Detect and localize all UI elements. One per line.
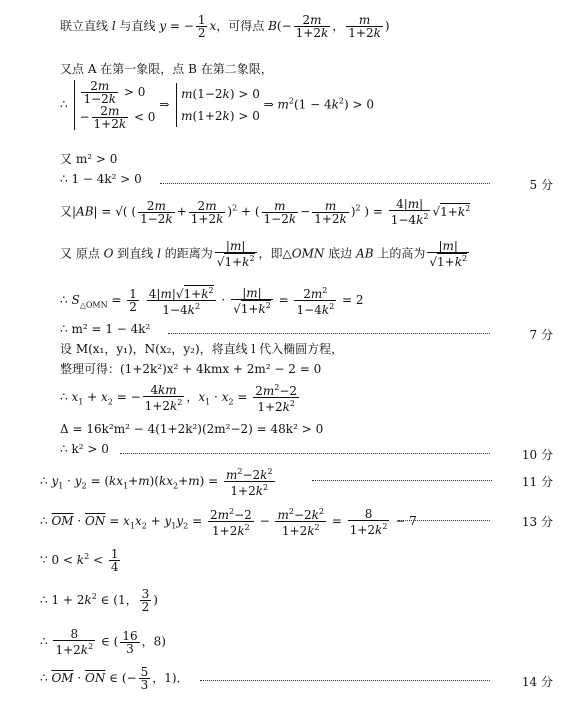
solution-line-3: 又 m² > 0 bbox=[60, 152, 118, 166]
dot-leader-13 bbox=[398, 520, 490, 521]
dot-leader-10 bbox=[120, 453, 490, 454]
score-10: 10 分 bbox=[521, 448, 553, 462]
solution-line-2: 又点 A 在第一象限，点 B 在第二象限， bbox=[60, 62, 273, 76]
score-7: 7 分 bbox=[529, 328, 553, 342]
solution-line-18: ∴ $\frac{8}{1+2k^2}$ ∈ ( $\frac{16}{3}$ ，8) bbox=[40, 627, 166, 657]
score-14: 14 分 bbox=[521, 675, 553, 689]
solution-line-16: ∵ $0 < k^2$ < $\frac{1}{4}$ bbox=[40, 547, 119, 574]
solution-line-19: ∴ $\overline{OM} \cdot \overline{ON}$ ∈ (− $\frac{5}{3}$ ，1)． bbox=[40, 665, 189, 692]
solution-line-6: 又 原点 O 到直线 l 的距离为 $\frac{|m|}{√1+k^2}$ ，即△OMN 底边 AB 上的高为 $\frac{|m|}{√1+k^2}$ bbox=[60, 239, 468, 269]
dot-leader-7 bbox=[168, 333, 490, 334]
solution-line-17: ∴ $1 + 2k^2$ ∈ (1， $\frac{3}{2}$ ) bbox=[40, 587, 158, 614]
solution-line-10: 整理可得：(1+2k²)x² + 4kmx + 2m² − 2 = 0 bbox=[60, 362, 322, 376]
score-11: 11 分 bbox=[521, 475, 553, 489]
solution-line-1: 联立直线 l 与直线 y = − $\frac{1}{2}$ x，可得点 B(− $\frac{2m}{1+2k}$ ， $\frac{m}{1+2k}$ ) bbox=[60, 13, 390, 40]
solution-line-13: ∴ k² > 0 bbox=[60, 442, 109, 456]
solution-line-11: ∴ $x_1 + x_2$ = − $\frac{4km}{1+2k^2}$ ，$x_1 \cdot x_2$ = $\frac{2m^2-2}{1+2k^2}$ bbox=[60, 382, 298, 414]
solution-line-9: 设 M(x₁，y₁)，N(x₂，y₂)，将直线 l 代入椭圆方程， bbox=[60, 342, 344, 356]
solution-line-14: ∴ $y_1 \cdot y_2 = (kx_1+m)(kx_2+m)$ = $\frac{m^2-2k^2}{1+2k^2}$ bbox=[40, 467, 273, 498]
dot-leader-14 bbox=[200, 680, 490, 681]
score-13: 13 分 bbox=[521, 515, 553, 529]
solution-line-5: 又|AB| = √( ( $\frac{2m}{1-2k}$ + $\frac{2m}{1+2k}$ )$^2$ + ( $\frac{m}{1-2k}$ − $\frac{m}{1+2k}$ )$^2$ ) = $\frac{4|m|}{1-4k^2}$ $√1+k^2$ bbox=[60, 197, 471, 227]
system-left: $\frac{2m}{1-2k}$ > 0 − $\frac{2m}{1+2k}$ < 0 bbox=[74, 80, 155, 130]
dot-leader-11 bbox=[312, 480, 492, 481]
solution-line-12: Δ = 16k²m² − 4(1+2k²)(2m²−2) = 48k² > 0 bbox=[60, 422, 324, 436]
solution-line-7: ∴ $S_{\triangle OMN}$ = $\frac{1}{2}$ $\frac{4|m|√1+k^2}{1-4k^2}$ · $\frac{|m|}{√1+k^2}$ = $\frac{2m^2}{1-4k^2}$ = 2 bbox=[60, 285, 364, 317]
solution-line-4: ∴ 1 − 4k² > 0 bbox=[60, 172, 142, 186]
system-right: m(1−2k) > 0 m(1+2k) > 0 bbox=[176, 83, 260, 127]
solution-line-8: ∴ m² = 1 − 4k² bbox=[60, 322, 151, 336]
inequality-system: ∴ $\frac{2m}{1-2k}$ > 0 − $\frac{2m}{1+2k}$ < 0 ⇒ m(1−2k) > 0 m(1+2k) > 0 ⇒ $m^2(1 - 4k^2) > 0$ bbox=[60, 79, 375, 131]
dot-leader-5 bbox=[160, 183, 490, 184]
solution-line-15: ∴ $\overline{OM} \cdot \overline{ON} = x_1x_2 + y_1y_2$ = $\frac{2m^2-2}{1+2k^2}$ − $\frac{m^2-2k^2}{1+2k^2}$ = $\frac{8}{1+2k^2}$ − 7 bbox=[40, 506, 417, 538]
score-5: 5 分 bbox=[529, 178, 553, 192]
